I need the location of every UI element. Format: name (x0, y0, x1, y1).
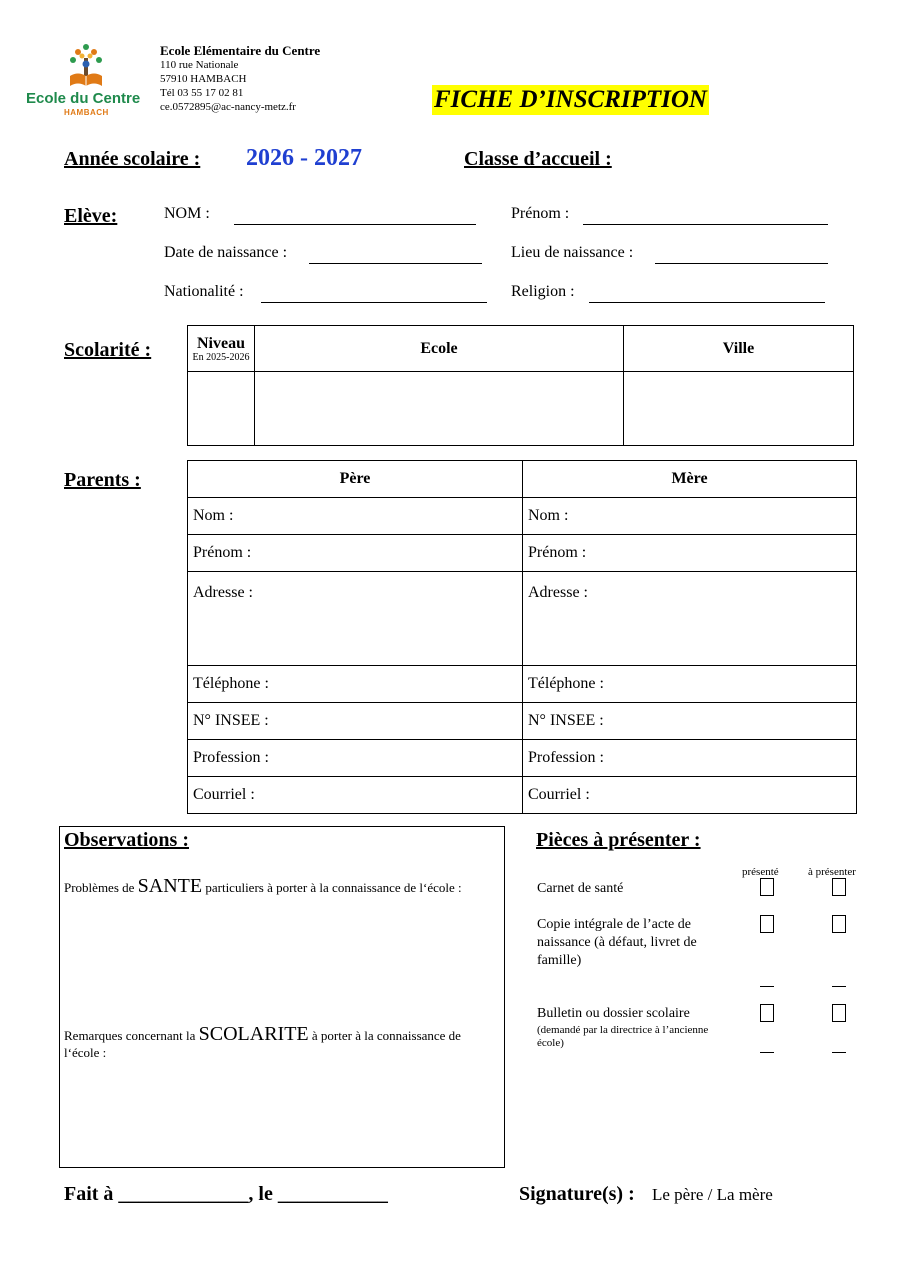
father-header: Père (188, 461, 523, 498)
presented-column-header: présenté (742, 866, 779, 878)
school-post: à porter à la connaissance de l‘école : (64, 1028, 461, 1060)
signature-label: Signature(s) : (519, 1183, 635, 1205)
doc-health-book: Carnet de santé (537, 881, 624, 896)
class-label: Classe d’accueil : (464, 148, 612, 170)
city-header: Ville (624, 326, 854, 372)
school-phone: Tél 03 55 17 02 81 (160, 87, 244, 99)
mother-email-cell[interactable]: Courriel : (523, 777, 857, 814)
father-email-cell[interactable]: Courriel : (188, 777, 523, 814)
father-insee-cell[interactable]: N° INSEE : (188, 703, 523, 740)
school-header: Ecole (255, 326, 624, 372)
mother-profession-cell[interactable]: Profession : (523, 740, 857, 777)
nationality-label: Nationalité : (164, 283, 244, 300)
doc-school-report: Bulletin ou dossier scolaire (537, 1006, 690, 1021)
level-header-label: Niveau (197, 334, 245, 352)
birth-place-field[interactable] (655, 263, 828, 264)
doc-school-report-to-present-dash (832, 1052, 846, 1053)
father-profession-cell[interactable]: Profession : (188, 740, 523, 777)
logo-subtitle: HAMBACH (64, 108, 109, 117)
school-city: 57910 HAMBACH (160, 73, 247, 85)
mother-insee-cell[interactable]: N° INSEE : (523, 703, 857, 740)
doc-school-report-presented-checkbox[interactable] (760, 1004, 774, 1022)
religion-label: Religion : (511, 283, 575, 300)
father-phone-cell[interactable]: Téléphone : (188, 666, 523, 703)
doc-school-report-to-present-checkbox[interactable] (832, 1004, 846, 1022)
student-name-label: NOM : (164, 205, 210, 222)
nationality-field[interactable] (261, 302, 487, 303)
school-email: ce.0572895@ac-nancy-metz.fr (160, 101, 296, 113)
form-title: FICHE D’INSCRIPTION (434, 86, 707, 113)
doc-birth-certificate-presented-dash (760, 986, 774, 987)
schooling-table (187, 325, 854, 446)
to-present-column-header: à présenter (808, 866, 856, 878)
school-pre: Remarques concernant la (64, 1028, 199, 1043)
health-remarks (64, 875, 500, 897)
father-name-cell[interactable]: Nom : (188, 498, 523, 535)
logo-name: Ecole du Centre (26, 90, 141, 107)
parents-table (187, 460, 857, 814)
health-post: particuliers à porter à la connaissance de l‘école : (202, 880, 462, 895)
doc-birth-certificate-to-present-dash (832, 986, 846, 987)
school-logo (26, 40, 148, 120)
school-name: Ecole Elémentaire du Centre (160, 43, 321, 58)
birth-date-label: Date de naissance : (164, 244, 288, 261)
level-cell[interactable] (188, 372, 255, 446)
student-name-field[interactable] (234, 224, 476, 225)
health-keyword: SANTE (137, 875, 203, 897)
religion-field[interactable] (589, 302, 825, 303)
documents-title: Pièces à présenter : (536, 829, 701, 851)
school-street: 110 rue Nationale (160, 59, 239, 71)
city-cell[interactable] (624, 372, 854, 446)
school-address (160, 44, 320, 114)
father-firstname-cell[interactable]: Prénom : (188, 535, 523, 572)
mother-header: Mère (523, 461, 857, 498)
doc-health-book-presented-checkbox[interactable] (760, 878, 774, 896)
mother-name-cell[interactable]: Nom : (523, 498, 857, 535)
doc-birth-certificate: Copie intégrale de l’acte de naissance (à défaut, livret de famille) (537, 917, 697, 968)
schooling-remarks (64, 1023, 494, 1061)
observations-title: Observations : (64, 829, 189, 851)
student-label: Elève: (64, 205, 118, 227)
student-firstname-field[interactable] (583, 224, 828, 225)
level-header-sub: En 2025-2026 (192, 351, 250, 363)
birth-place-label: Lieu de naissance : (511, 244, 634, 261)
level-header (188, 326, 255, 372)
mother-address-cell[interactable]: Adresse : (523, 572, 857, 666)
school-year-label: Année scolaire : (64, 148, 201, 170)
doc-health-book-to-present-checkbox[interactable] (832, 878, 846, 896)
doc-birth-certificate-presented-checkbox[interactable] (760, 915, 774, 933)
health-pre: Problèmes de (64, 880, 138, 895)
tree-book-logo-icon (26, 40, 148, 92)
parents-label: Parents : (64, 469, 141, 491)
made-at-line[interactable]: Fait à _____________, le ___________ (64, 1183, 388, 1205)
signature-parties: Le père / La mère (652, 1185, 773, 1204)
doc-school-report-note: (demandé par la directrice à l’ancienne école) (537, 1024, 709, 1049)
mother-firstname-cell[interactable]: Prénom : (523, 535, 857, 572)
doc-birth-certificate-to-present-checkbox[interactable] (832, 915, 846, 933)
school-year-value: 2026 - 2027 (246, 145, 362, 171)
father-address-cell[interactable]: Adresse : (188, 572, 523, 666)
birth-date-field[interactable] (309, 263, 482, 264)
school-cell[interactable] (255, 372, 624, 446)
school-keyword: SCOLARITE (198, 1023, 309, 1045)
student-firstname-label: Prénom : (511, 205, 570, 222)
schooling-label: Scolarité : (64, 339, 152, 361)
mother-phone-cell[interactable]: Téléphone : (523, 666, 857, 703)
doc-school-report-presented-dash (760, 1052, 774, 1053)
